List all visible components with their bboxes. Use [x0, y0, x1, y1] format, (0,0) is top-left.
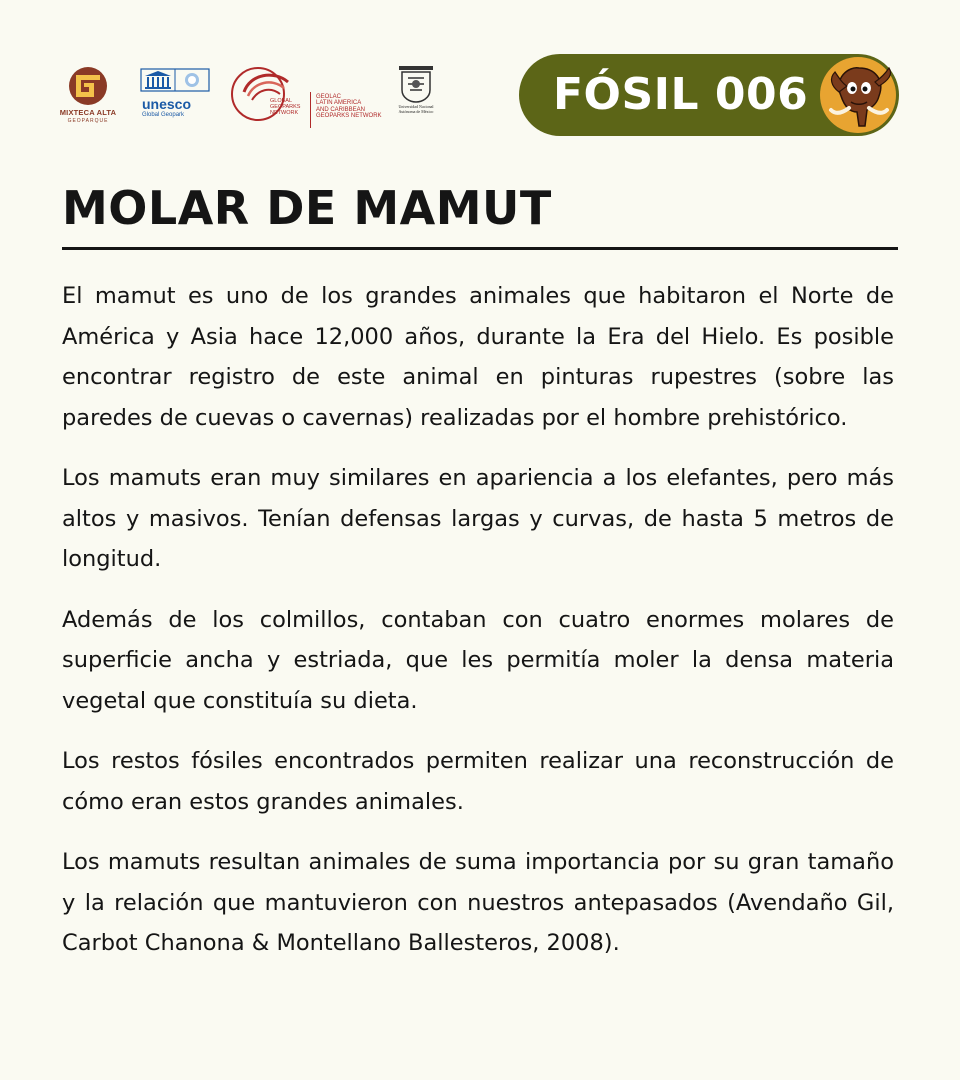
global-geoparks-network-logo — [226, 64, 306, 128]
paragraph-fossil-remains: Los restos fósiles encontrados permiten realizar una reconstrucción de cómo eran estos grandes animales. — [62, 748, 894, 815]
unesco-temple-icon — [140, 68, 210, 94]
paragraph-importance: Los mamuts resultan animales de suma importancia por su gran tamaño y la relación que mantuvieron con nuestros antepasados (Avendaño Gil, Carbot Chanona & Montellano Ballesteros, 2008). — [62, 849, 894, 956]
unam-logo — [396, 64, 436, 128]
ggn-logo-text: GLOBAL GEOPARKS NETWORK — [270, 98, 301, 116]
geolac-logo-text: GEOLAC LATIN AMERICA AND CARIBBEAN GEOPARKS NETWORK — [316, 94, 382, 120]
paragraph-intro: El mamut es uno de los grandes animales que habitaron el Norte de América y Asia hace 12,000 años, durante la Era del Hielo. Es posible encontrar registro de este animal en pinturas rupestres (sobre las paredes de cuevas o cavernas) realizadas por el hombre prehistórico. — [62, 283, 894, 431]
unesco-logo-name: unesco — [142, 96, 192, 112]
page-title: MOLAR DE MAMUT — [62, 181, 552, 235]
geoparks-swirl-icon — [226, 64, 306, 128]
article-body — [62, 276, 894, 984]
title-divider — [62, 247, 898, 250]
mixteca-glyph-icon — [60, 66, 116, 110]
mixteca-logo-subtitle: GEOPARQUE — [67, 118, 109, 124]
paragraph-molars: Además de los colmillos, contaban con cuatro enormes molares de superficie ancha y estriada, que les permitía moler la densa materia vegetal que constituía su dieta. — [62, 606, 894, 714]
paragraph-appearance: Los mamuts eran muy similares en apariencia a los elefantes, pero más altos y masivos. Tenían defensas largas y curvas, de hasta 5 metros de longitud. — [62, 465, 894, 572]
geolac-logo — [310, 92, 383, 128]
unam-crest-icon — [396, 64, 436, 104]
mammoth-icon — [819, 56, 897, 134]
mixteca-alta-logo — [60, 66, 116, 126]
unesco-logo — [140, 68, 214, 128]
partner-logos — [60, 62, 460, 132]
fossil-number-badge — [519, 54, 899, 136]
mixteca-logo-name: MIXTECA ALTA — [59, 108, 117, 117]
fossil-number-label: FÓSIL 006 — [553, 69, 809, 120]
unam-logo-text: Universidad Nacional Autónoma de México — [398, 104, 434, 114]
unesco-logo-subtitle: Global Geopark — [142, 112, 185, 118]
